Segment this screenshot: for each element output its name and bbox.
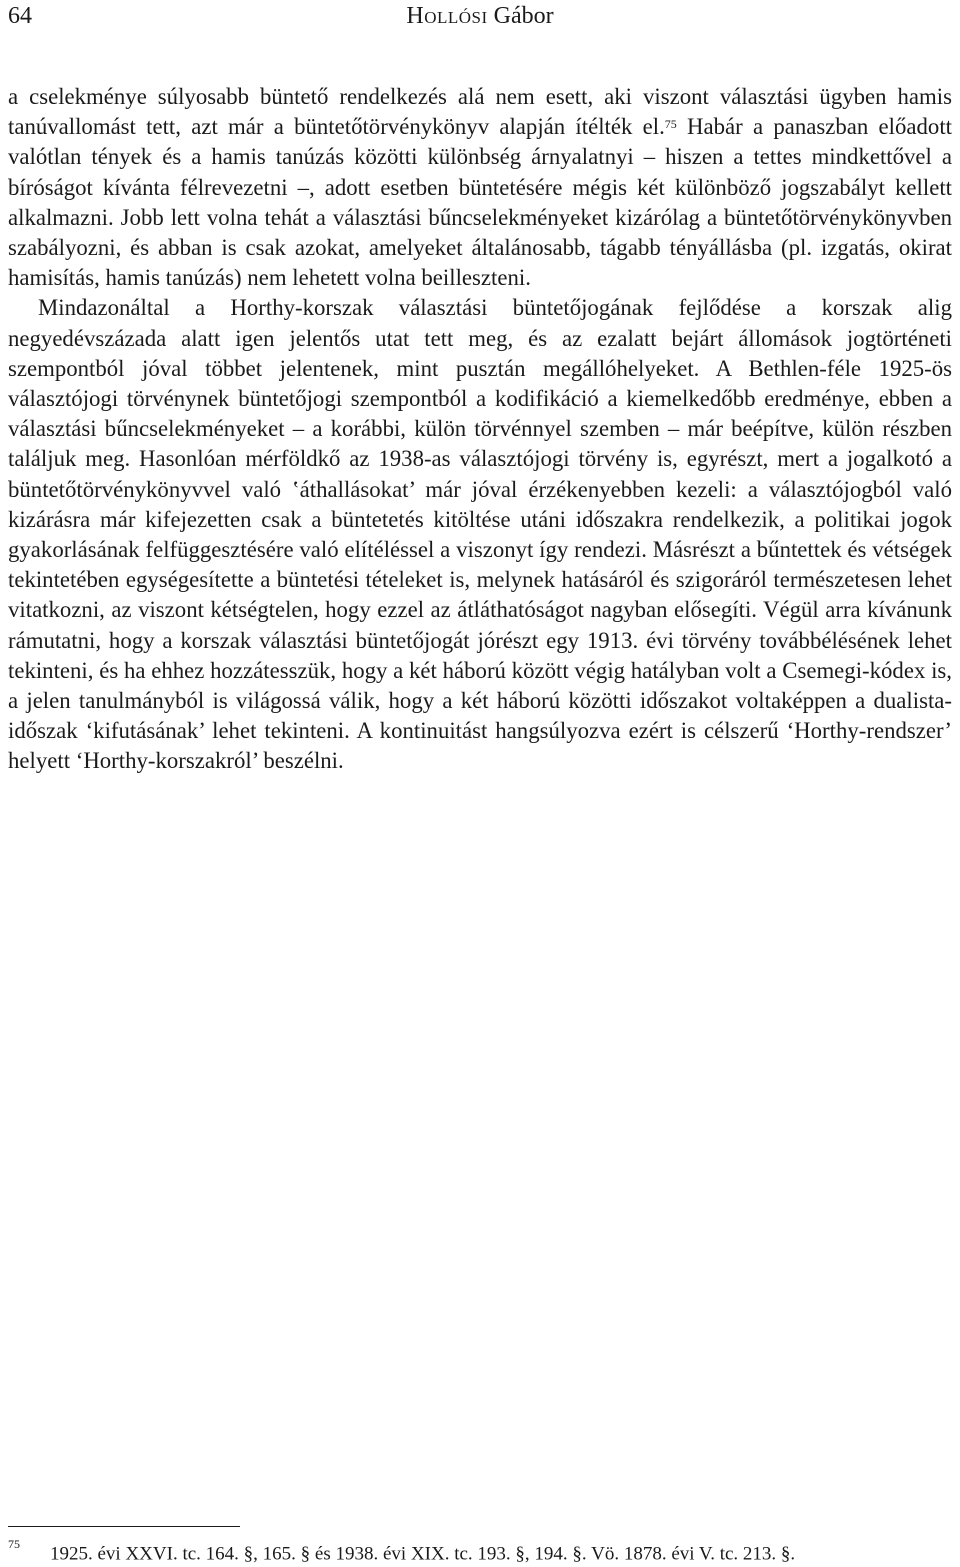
footnote-reference[interactable]: 75 (664, 116, 677, 131)
author-surname: Hollósi (406, 3, 488, 29)
footnote-number: 75 (8, 1537, 20, 1551)
footnote-text: 1925. évi XXVI. tc. 164. §, 165. § és 1938. évi XIX. tc. 193. §, 194. §. Vö. 1878. évi V. tc. 213. §. (50, 1543, 796, 1565)
running-head-author (0, 2, 960, 30)
footnote (8, 1536, 952, 1566)
paragraph-2: Mindazonáltal a Horthy-korszak választási büntetőjogának fejlődése a korszak alig negyedévszázada alatt igen jelentős utat tett meg, és az ezalatt bejárt állomások jogtörténeti szempontból jóval többet jelentenek, mint pusztán megállóhelyeket. A Bethlen-féle 1925-ös választójogi törvénynek büntetőjogi szempontból a kodifikáció a kiemelkedőbb eredménye, ebben a választási bűncselekményeket – a korábbi, külön törvénnyel szemben – már beépítve, külön részben találjuk meg. Hasonlóan mérföldkő az 1938-as választójogi törvény is, egyrészt, mert a jogalkotó a büntetőtörvénykönyvvel való ‛áthallásokat’ már jóval érzékenyebben kezeli: a választójogból való kizárásra már kifejezetten csak a büntetetés kitöltése utáni időszakra rendelkezik, a politikai jogok gyakorlásának felfüggesztésére való elítéléssel a viszonyt így rendezi. Másrészt a bűntettek és vétségek tekintetében egységesítette a büntetési tételeket is, melynek hatásáról és szigoráról természetesen lehet vitatkozni, az viszont kétségtelen, hogy ezzel az átláthatóságot nagyban elősegíti. Végül arra kívánunk rámutatni, hogy a korszak választási büntetőjogát jórészt egy 1913. évi törvény továbbélésének lehet tekinteni, és ha ehhez hozzátesszük, hogy a két háború között végig hatályban volt a Csemegi-kódex is, a jelen tanulmányból is világossá válik, hogy a két háború közötti időszakot voltaképpen a dualista-időszak ‘kifutásának’ lehet tekinteni. A kontinuitást hangsúlyozva ezért is célszerű ‘Horthy-rendszer’ helyett ‘Horthy-korszakról’ beszélni. (8, 295, 952, 774)
paragraph-1-start: a cselekménye súlyosabb büntető rendelkezés alá nem esett, aki viszont választási ügyben hamis tanúvallomást tett, azt már a büntetőtörvénykönyv alapján ítélték el. (8, 84, 952, 140)
running-head (0, 0, 960, 34)
paragraph-1-end: Habár a panaszban előadott valótlan tények és a hamis tanúzás közötti különbség árnyalatnyi – hiszen a tettes mindkettővel a bíróságot kívánta félrevezetni –, adott esetben büntetésére mégis két különböző jogszabályt kellett alkalmazni. Jobb lett volna tehát a választási bűncselekményeket kizárólag a büntetőtörvénykönyvben szabályozni, és abban is csak azokat, amelyeket általánosabb, tágabb tényállásba (pl. izgatás, okirat hamisítás, hamis tanúzás) nem lehetett volna beilleszteni. (8, 114, 952, 291)
paragraph-1 (8, 82, 952, 293)
page-number: 64 (8, 3, 32, 29)
body-text (8, 82, 952, 777)
author-given-name: Gábor (487, 3, 554, 29)
footnote-divider (8, 1526, 240, 1527)
